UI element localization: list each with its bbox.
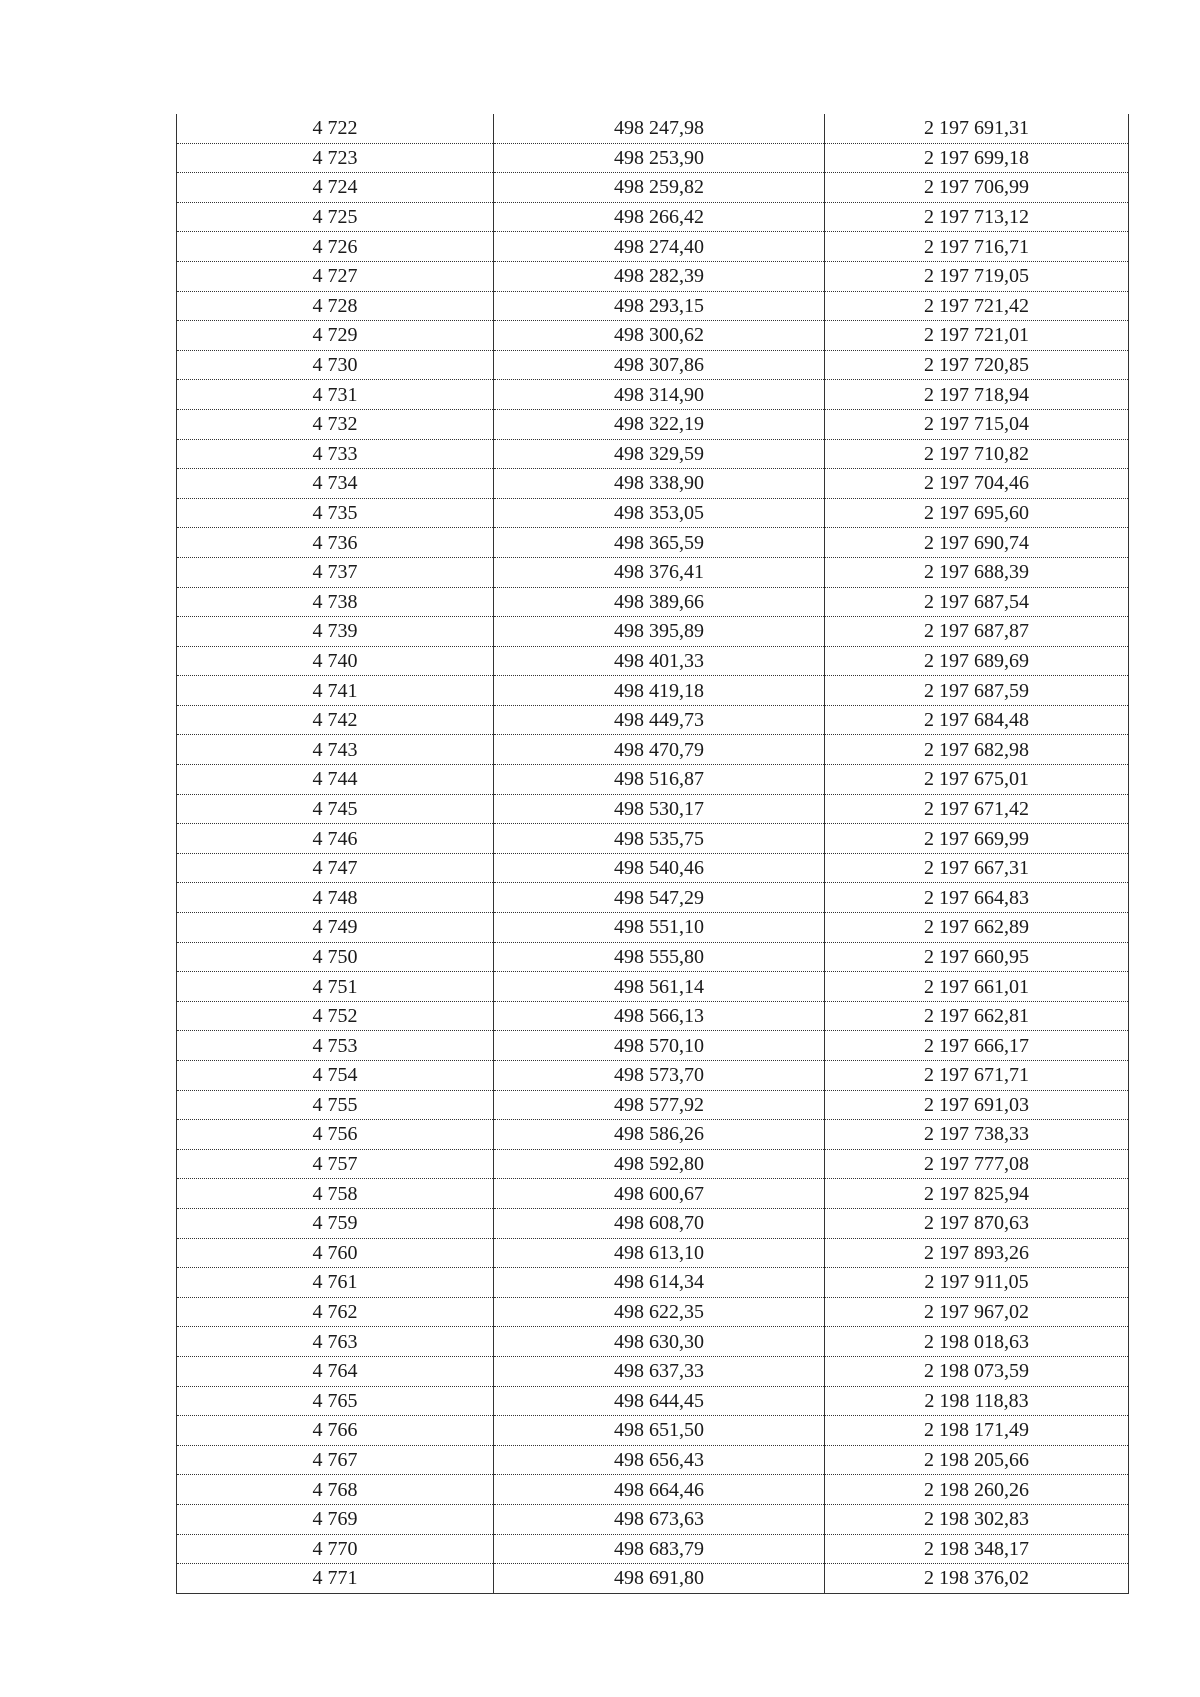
x-coordinate-cell: 498 551,10 [494,913,825,943]
coordinates-table [176,114,1129,1594]
y-coordinate-cell: 2 197 675,01 [825,765,1129,795]
point-number-cell: 4 763 [177,1327,494,1357]
point-number-cell: 4 769 [177,1504,494,1534]
point-number-cell: 4 743 [177,735,494,765]
x-coordinate-cell: 498 307,86 [494,350,825,380]
point-number-cell: 4 768 [177,1475,494,1505]
table-row [177,1268,1129,1298]
x-coordinate-cell: 498 516,87 [494,765,825,795]
y-coordinate-cell: 2 198 018,63 [825,1327,1129,1357]
x-coordinate-cell: 498 293,15 [494,291,825,321]
table-row [177,1356,1129,1386]
x-coordinate-cell: 498 389,66 [494,587,825,617]
x-coordinate-cell: 498 656,43 [494,1445,825,1475]
table-row [177,676,1129,706]
table-row [177,883,1129,913]
table-row [177,1445,1129,1475]
point-number-cell: 4 753 [177,1031,494,1061]
point-number-cell: 4 747 [177,853,494,883]
y-coordinate-cell: 2 197 719,05 [825,261,1129,291]
y-coordinate-cell: 2 197 720,85 [825,350,1129,380]
y-coordinate-cell: 2 197 667,31 [825,853,1129,883]
table-row [177,735,1129,765]
y-coordinate-cell: 2 197 662,81 [825,1001,1129,1031]
x-coordinate-cell: 498 535,75 [494,824,825,854]
y-coordinate-cell: 2 197 713,12 [825,202,1129,232]
point-number-cell: 4 757 [177,1149,494,1179]
point-number-cell: 4 734 [177,469,494,499]
point-number-cell: 4 722 [177,114,494,143]
point-number-cell: 4 728 [177,291,494,321]
y-coordinate-cell: 2 197 671,42 [825,794,1129,824]
y-coordinate-cell: 2 197 688,39 [825,557,1129,587]
y-coordinate-cell: 2 198 171,49 [825,1416,1129,1446]
table-row [177,173,1129,203]
point-number-cell: 4 751 [177,972,494,1002]
point-number-cell: 4 748 [177,883,494,913]
x-coordinate-cell: 498 570,10 [494,1031,825,1061]
table-row [177,557,1129,587]
point-number-cell: 4 725 [177,202,494,232]
y-coordinate-cell: 2 197 664,83 [825,883,1129,913]
table-row [177,528,1129,558]
x-coordinate-cell: 498 365,59 [494,528,825,558]
table-row [177,1327,1129,1357]
table-row [177,1504,1129,1534]
point-number-cell: 4 735 [177,498,494,528]
x-coordinate-cell: 498 266,42 [494,202,825,232]
x-coordinate-cell: 498 555,80 [494,942,825,972]
table-row [177,350,1129,380]
point-number-cell: 4 770 [177,1534,494,1564]
x-coordinate-cell: 498 282,39 [494,261,825,291]
point-number-cell: 4 730 [177,350,494,380]
table-row [177,1061,1129,1091]
x-coordinate-cell: 498 353,05 [494,498,825,528]
table-row [177,1297,1129,1327]
table-row [177,824,1129,854]
table-row [177,1031,1129,1061]
table-row [177,1475,1129,1505]
y-coordinate-cell: 2 197 825,94 [825,1179,1129,1209]
y-coordinate-cell: 2 198 260,26 [825,1475,1129,1505]
x-coordinate-cell: 498 376,41 [494,557,825,587]
x-coordinate-cell: 498 395,89 [494,617,825,647]
point-number-cell: 4 749 [177,913,494,943]
table-row [177,972,1129,1002]
y-coordinate-cell: 2 197 661,01 [825,972,1129,1002]
table-row [177,1534,1129,1564]
table-row [177,469,1129,499]
y-coordinate-cell: 2 197 687,87 [825,617,1129,647]
x-coordinate-cell: 498 651,50 [494,1416,825,1446]
x-coordinate-cell: 498 614,34 [494,1268,825,1298]
point-number-cell: 4 755 [177,1090,494,1120]
point-number-cell: 4 731 [177,380,494,410]
table-row [177,498,1129,528]
x-coordinate-cell: 498 274,40 [494,232,825,262]
point-number-cell: 4 750 [177,942,494,972]
x-coordinate-cell: 498 608,70 [494,1208,825,1238]
y-coordinate-cell: 2 197 721,01 [825,321,1129,351]
point-number-cell: 4 741 [177,676,494,706]
x-coordinate-cell: 498 577,92 [494,1090,825,1120]
y-coordinate-cell: 2 198 205,66 [825,1445,1129,1475]
point-number-cell: 4 742 [177,705,494,735]
table-row [177,1179,1129,1209]
point-number-cell: 4 760 [177,1238,494,1268]
y-coordinate-cell: 2 198 348,17 [825,1534,1129,1564]
table-row [177,646,1129,676]
point-number-cell: 4 746 [177,824,494,854]
y-coordinate-cell: 2 198 302,83 [825,1504,1129,1534]
point-number-cell: 4 758 [177,1179,494,1209]
table-row [177,1386,1129,1416]
point-number-cell: 4 736 [177,528,494,558]
x-coordinate-cell: 498 644,45 [494,1386,825,1416]
table-row [177,1090,1129,1120]
x-coordinate-cell: 498 300,62 [494,321,825,351]
x-coordinate-cell: 498 540,46 [494,853,825,883]
point-number-cell: 4 727 [177,261,494,291]
table-row [177,261,1129,291]
y-coordinate-cell: 2 197 704,46 [825,469,1129,499]
point-number-cell: 4 740 [177,646,494,676]
table-row [177,114,1129,143]
point-number-cell: 4 738 [177,587,494,617]
table-row [177,291,1129,321]
x-coordinate-cell: 498 449,73 [494,705,825,735]
y-coordinate-cell: 2 197 718,94 [825,380,1129,410]
y-coordinate-cell: 2 198 376,02 [825,1564,1129,1594]
table-row [177,765,1129,795]
table-row [177,853,1129,883]
table-row [177,232,1129,262]
x-coordinate-cell: 498 401,33 [494,646,825,676]
table-row [177,1149,1129,1179]
y-coordinate-cell: 2 197 710,82 [825,439,1129,469]
point-number-cell: 4 767 [177,1445,494,1475]
y-coordinate-cell: 2 197 666,17 [825,1031,1129,1061]
y-coordinate-cell: 2 197 669,99 [825,824,1129,854]
x-coordinate-cell: 498 329,59 [494,439,825,469]
x-coordinate-cell: 498 547,29 [494,883,825,913]
table-row [177,942,1129,972]
x-coordinate-cell: 498 253,90 [494,143,825,173]
x-coordinate-cell: 498 691,80 [494,1564,825,1594]
point-number-cell: 4 729 [177,321,494,351]
table-row [177,1238,1129,1268]
table-row [177,794,1129,824]
point-number-cell: 4 761 [177,1268,494,1298]
point-number-cell: 4 754 [177,1061,494,1091]
x-coordinate-cell: 498 259,82 [494,173,825,203]
y-coordinate-cell: 2 197 911,05 [825,1268,1129,1298]
y-coordinate-cell: 2 197 684,48 [825,705,1129,735]
table-row [177,617,1129,647]
y-coordinate-cell: 2 197 715,04 [825,409,1129,439]
point-number-cell: 4 745 [177,794,494,824]
y-coordinate-cell: 2 198 073,59 [825,1356,1129,1386]
point-number-cell: 4 733 [177,439,494,469]
x-coordinate-cell: 498 683,79 [494,1534,825,1564]
table-row [177,143,1129,173]
x-coordinate-cell: 498 573,70 [494,1061,825,1091]
point-number-cell: 4 765 [177,1386,494,1416]
x-coordinate-cell: 498 622,35 [494,1297,825,1327]
x-coordinate-cell: 498 637,33 [494,1356,825,1386]
y-coordinate-cell: 2 197 687,54 [825,587,1129,617]
point-number-cell: 4 723 [177,143,494,173]
y-coordinate-cell: 2 197 738,33 [825,1120,1129,1150]
x-coordinate-cell: 498 338,90 [494,469,825,499]
point-number-cell: 4 759 [177,1208,494,1238]
x-coordinate-cell: 498 322,19 [494,409,825,439]
y-coordinate-cell: 2 197 777,08 [825,1149,1129,1179]
table-row [177,202,1129,232]
x-coordinate-cell: 498 566,13 [494,1001,825,1031]
y-coordinate-cell: 2 197 695,60 [825,498,1129,528]
x-coordinate-cell: 498 561,14 [494,972,825,1002]
point-number-cell: 4 756 [177,1120,494,1150]
x-coordinate-cell: 498 673,63 [494,1504,825,1534]
table-row [177,409,1129,439]
point-number-cell: 4 726 [177,232,494,262]
y-coordinate-cell: 2 197 662,89 [825,913,1129,943]
x-coordinate-cell: 498 586,26 [494,1120,825,1150]
y-coordinate-cell: 2 197 967,02 [825,1297,1129,1327]
x-coordinate-cell: 498 530,17 [494,794,825,824]
point-number-cell: 4 739 [177,617,494,647]
y-coordinate-cell: 2 197 716,71 [825,232,1129,262]
x-coordinate-cell: 498 419,18 [494,676,825,706]
point-number-cell: 4 762 [177,1297,494,1327]
y-coordinate-cell: 2 197 706,99 [825,173,1129,203]
y-coordinate-cell: 2 197 660,95 [825,942,1129,972]
y-coordinate-cell: 2 197 699,18 [825,143,1129,173]
table-row [177,1208,1129,1238]
table-row [177,1416,1129,1446]
point-number-cell: 4 732 [177,409,494,439]
table-row [177,913,1129,943]
table-row [177,1001,1129,1031]
y-coordinate-cell: 2 197 682,98 [825,735,1129,765]
x-coordinate-cell: 498 314,90 [494,380,825,410]
table-row [177,380,1129,410]
x-coordinate-cell: 498 664,46 [494,1475,825,1505]
x-coordinate-cell: 498 592,80 [494,1149,825,1179]
point-number-cell: 4 737 [177,557,494,587]
table-row [177,321,1129,351]
x-coordinate-cell: 498 247,98 [494,114,825,143]
table-row [177,1564,1129,1594]
point-number-cell: 4 724 [177,173,494,203]
y-coordinate-cell: 2 197 691,31 [825,114,1129,143]
y-coordinate-cell: 2 198 118,83 [825,1386,1129,1416]
x-coordinate-cell: 498 630,30 [494,1327,825,1357]
point-number-cell: 4 771 [177,1564,494,1594]
point-number-cell: 4 764 [177,1356,494,1386]
point-number-cell: 4 766 [177,1416,494,1446]
y-coordinate-cell: 2 197 689,69 [825,646,1129,676]
y-coordinate-cell: 2 197 687,59 [825,676,1129,706]
y-coordinate-cell: 2 197 690,74 [825,528,1129,558]
x-coordinate-cell: 498 600,67 [494,1179,825,1209]
coordinates-table-body [177,114,1129,1593]
y-coordinate-cell: 2 197 671,71 [825,1061,1129,1091]
table-row [177,705,1129,735]
point-number-cell: 4 752 [177,1001,494,1031]
y-coordinate-cell: 2 197 691,03 [825,1090,1129,1120]
x-coordinate-cell: 498 613,10 [494,1238,825,1268]
table-row [177,587,1129,617]
y-coordinate-cell: 2 197 870,63 [825,1208,1129,1238]
y-coordinate-cell: 2 197 721,42 [825,291,1129,321]
point-number-cell: 4 744 [177,765,494,795]
y-coordinate-cell: 2 197 893,26 [825,1238,1129,1268]
table-row [177,1120,1129,1150]
table-row [177,439,1129,469]
x-coordinate-cell: 498 470,79 [494,735,825,765]
